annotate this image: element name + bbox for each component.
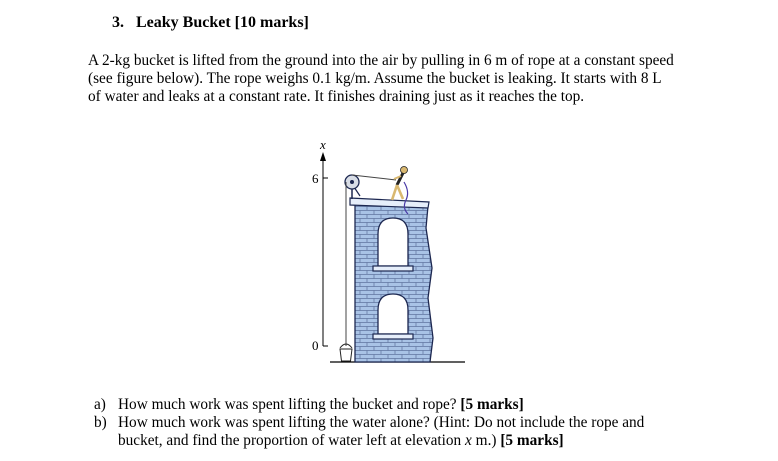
problem-intro xyxy=(88,52,698,106)
axis-label: x xyxy=(320,138,326,152)
bucket xyxy=(340,344,352,361)
upper-window xyxy=(373,218,413,271)
leaky-bucket-illustration xyxy=(300,138,470,370)
pulley xyxy=(345,175,360,199)
problem-number: 3. xyxy=(112,14,124,31)
problem-heading xyxy=(112,14,309,32)
question-text-line2-end: m.) xyxy=(471,432,497,449)
intro-line: A 2-kg bucket is lifted from the ground into the air by pulling in 6 m of rope at a constant speed xyxy=(88,52,674,69)
question-label: a) xyxy=(94,396,106,413)
question-list xyxy=(94,396,714,450)
figure xyxy=(300,138,470,370)
question-text-line1: How much work was spent lifting the water alone? (Hint: Do not include the rope and xyxy=(118,414,645,431)
question-a xyxy=(94,396,714,414)
height-axis xyxy=(320,152,328,346)
tick-label-6: 6 xyxy=(312,171,319,186)
question-text: How much work was spent lifting the bucket and rope? xyxy=(118,396,457,413)
question-text-line2: bucket, and find the proportion of water left at elevation xyxy=(118,432,466,449)
variable-x: x xyxy=(465,432,472,449)
tick-label-0: 0 xyxy=(312,338,319,353)
question-b xyxy=(94,414,714,450)
intro-line: of water and leaks at a constant rate. It finishes draining just as it reaches the top. xyxy=(88,88,585,105)
question-label: b) xyxy=(94,414,107,431)
question-marks: [5 marks] xyxy=(460,396,524,413)
problem-title: Leaky Bucket [10 marks] xyxy=(136,14,309,31)
question-marks: [5 marks] xyxy=(500,432,564,449)
intro-line: (see figure below). The rope weighs 0.1 kg/m. Assume the bucket is leaking. It starts with 8 L xyxy=(88,70,662,87)
